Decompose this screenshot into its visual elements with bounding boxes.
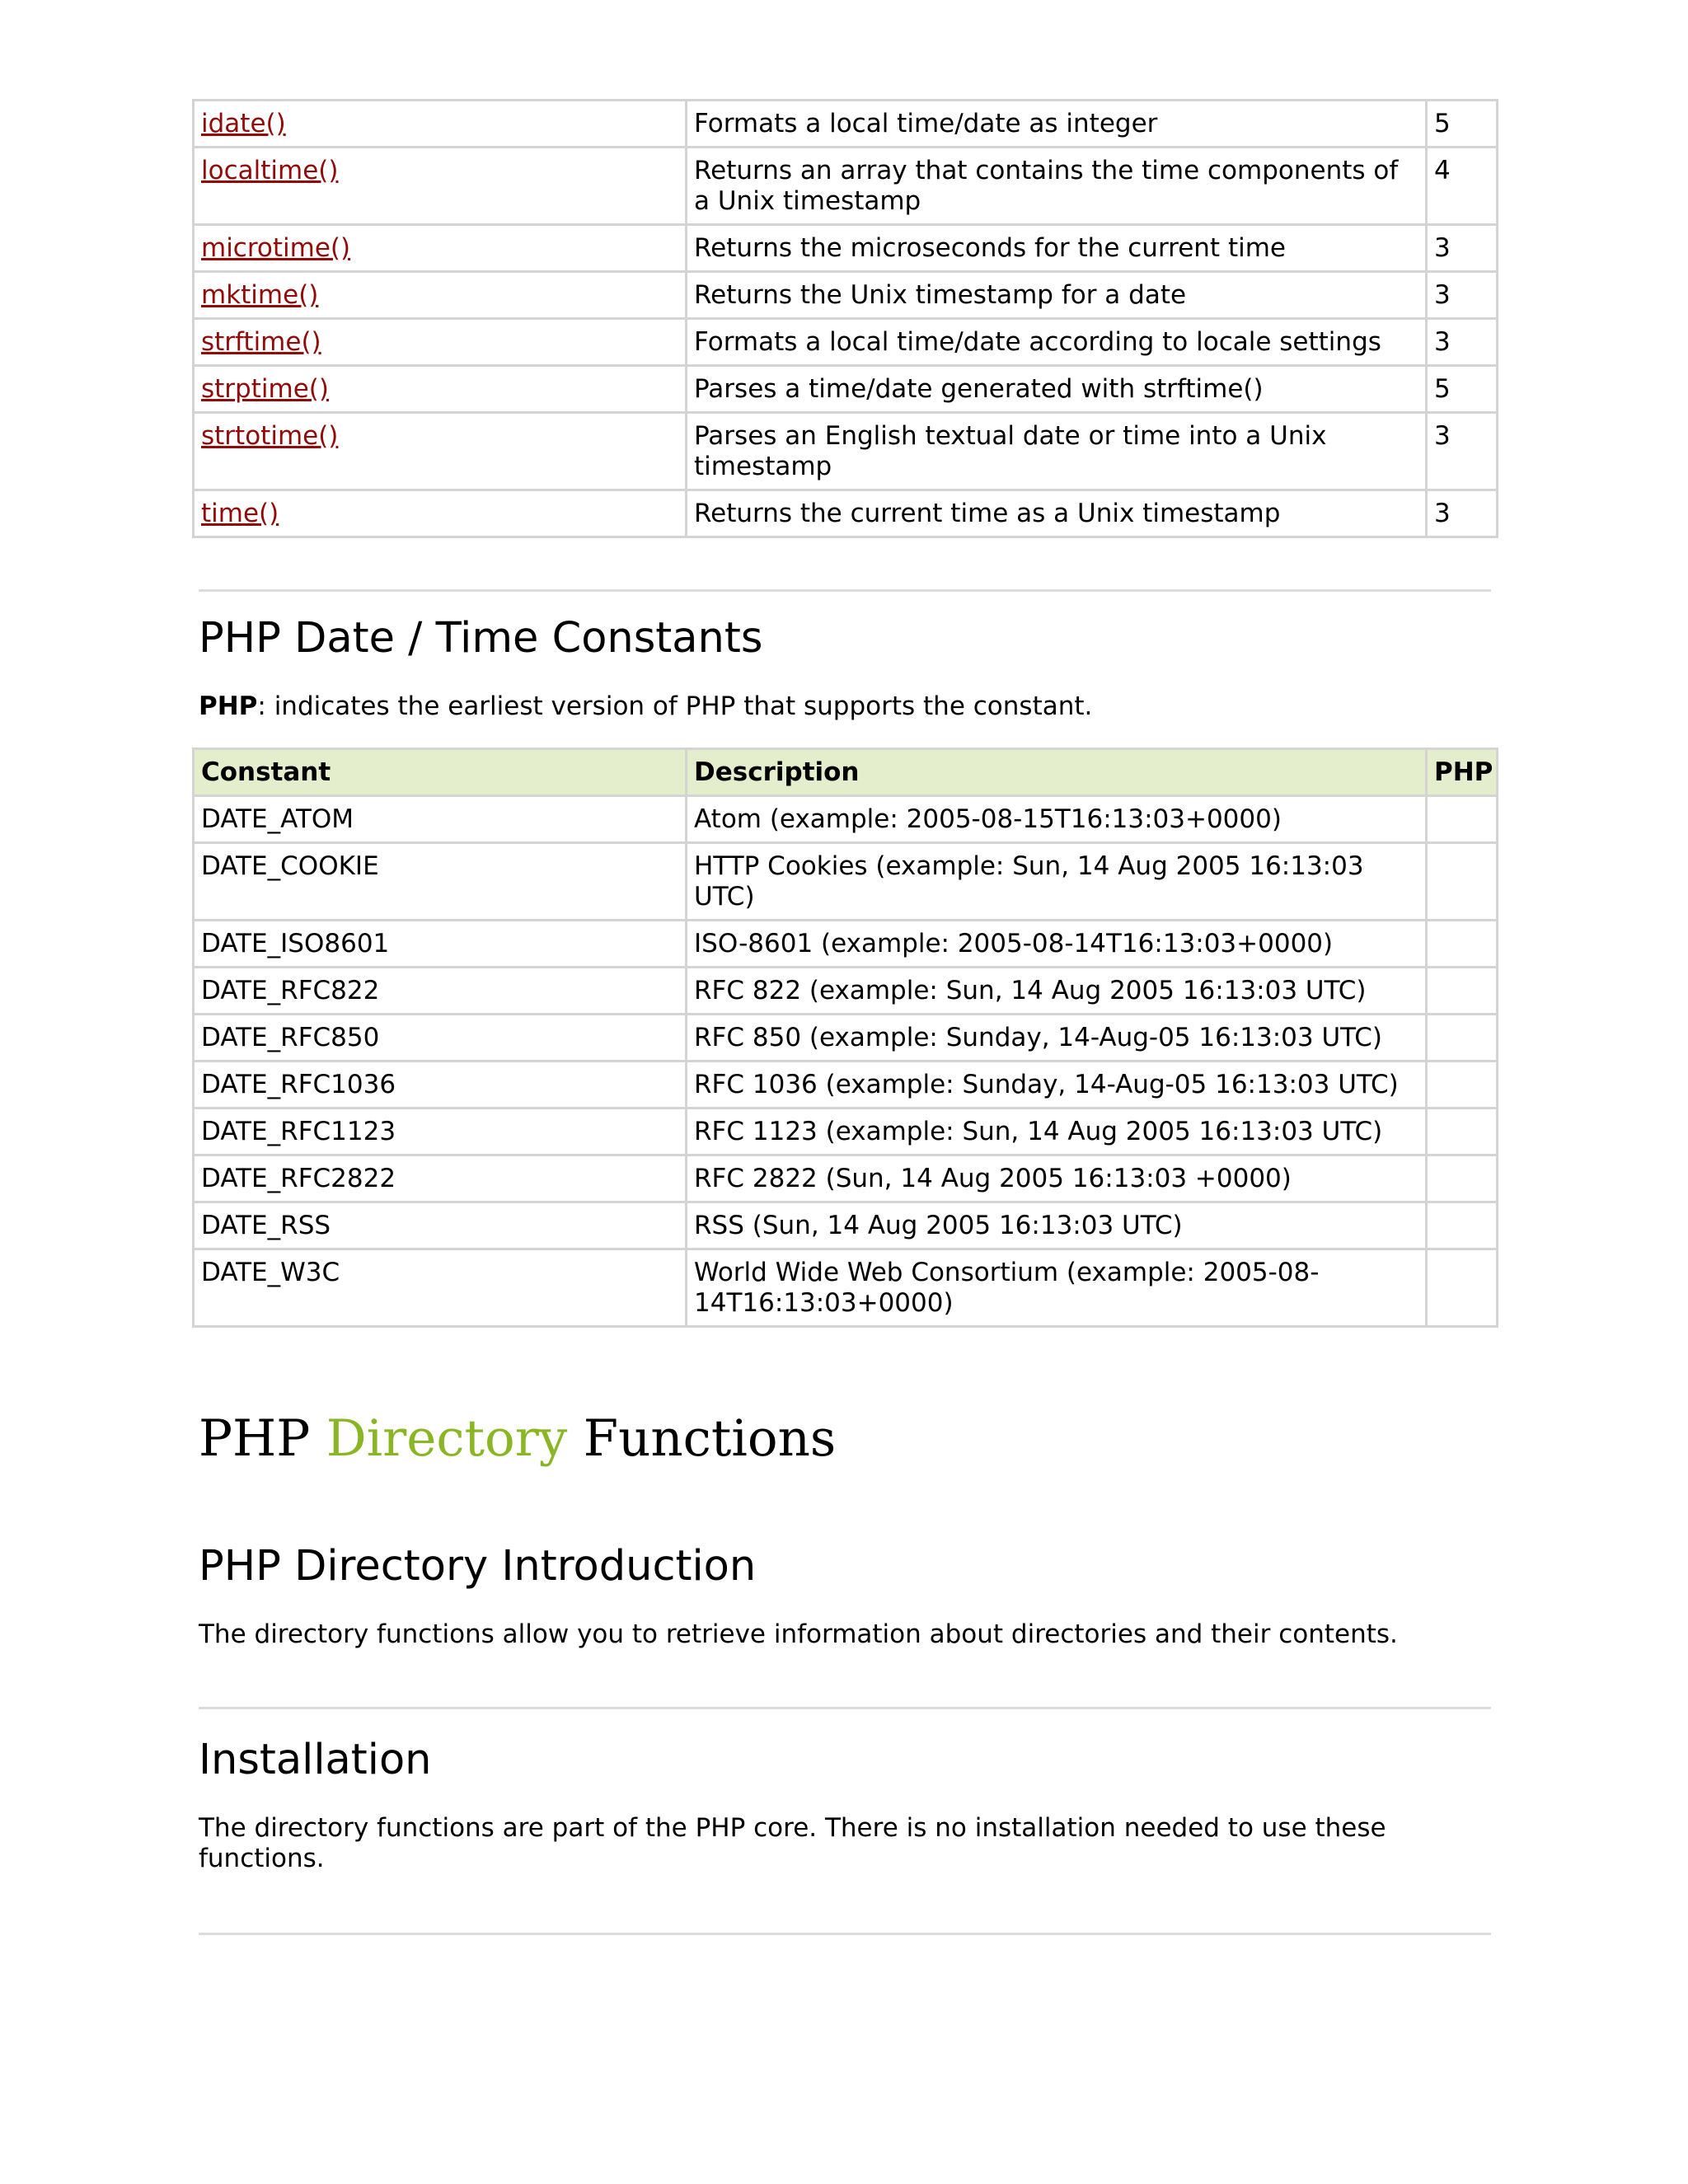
- function-cell: [194, 225, 687, 272]
- constant-cell: DATE_RFC1036: [194, 1062, 687, 1108]
- description-cell: Returns the microseconds for the current time: [687, 225, 1427, 272]
- php-version-cell: 5: [1427, 101, 1498, 148]
- function-cell: [194, 490, 687, 537]
- function-cell: [194, 272, 687, 319]
- php-version-cell: 3: [1427, 272, 1498, 319]
- php-version-cell: 3: [1427, 225, 1498, 272]
- function-link[interactable]: strtotime(): [201, 421, 339, 451]
- constants-section-title: PHP Date / Time Constants: [199, 614, 763, 663]
- description-cell: Formats a local time/date according to locale settings: [687, 319, 1427, 366]
- php-version-cell: [1427, 1202, 1498, 1249]
- php-version-cell: [1427, 1155, 1498, 1202]
- function-link[interactable]: idate(): [201, 109, 286, 138]
- table-row: [194, 225, 1498, 272]
- description-cell: World Wide Web Consortium (example: 2005-08-14T16:13:03+0000): [687, 1249, 1427, 1327]
- section-divider: [199, 1933, 1491, 1935]
- php-version-cell: [1427, 1062, 1498, 1108]
- table-row: [194, 1202, 1498, 1249]
- constant-cell: DATE_RFC850: [194, 1015, 687, 1062]
- table-row: [194, 1249, 1498, 1327]
- php-version-cell: [1427, 1015, 1498, 1062]
- php-version-cell: [1427, 1249, 1498, 1327]
- description-cell: RFC 1036 (example: Sunday, 14-Aug-05 16:13:03 UTC): [687, 1062, 1427, 1108]
- table-row: [194, 1062, 1498, 1108]
- description-cell: Returns the current time as a Unix timestamp: [687, 490, 1427, 537]
- table-row: [194, 1015, 1498, 1062]
- function-link[interactable]: strptime(): [201, 374, 329, 404]
- constants-note: [192, 691, 1496, 722]
- header-php: PHP: [1427, 749, 1498, 796]
- function-cell: [194, 366, 687, 413]
- php-version-cell: [1427, 843, 1498, 921]
- table-row: [194, 272, 1498, 319]
- description-cell: Returns the Unix timestamp for a date: [687, 272, 1427, 319]
- chapter-title: [192, 1410, 1496, 1468]
- header-description: Description: [687, 749, 1427, 796]
- function-link[interactable]: mktime(): [201, 280, 319, 310]
- php-version-cell: [1427, 796, 1498, 843]
- php-version-cell: [1427, 1108, 1498, 1155]
- table-row: [194, 490, 1498, 537]
- constant-cell: DATE_RFC2822: [194, 1155, 687, 1202]
- date-functions-table: [192, 99, 1498, 538]
- table-row: [194, 366, 1498, 413]
- intro-section-title: PHP Directory Introduction: [199, 1542, 757, 1591]
- function-link[interactable]: microtime(): [201, 233, 351, 263]
- header-constant: Constant: [194, 749, 687, 796]
- chapter-title-part2: Functions: [567, 1409, 837, 1468]
- description-cell: RFC 1123 (example: Sun, 14 Aug 2005 16:13:03 UTC): [687, 1108, 1427, 1155]
- chapter-title-part1: PHP: [199, 1409, 326, 1468]
- constant-cell: DATE_COOKIE: [194, 843, 687, 921]
- php-version-cell: 5: [1427, 366, 1498, 413]
- function-link[interactable]: time(): [201, 499, 279, 528]
- description-cell: RSS (Sun, 14 Aug 2005 16:13:03 UTC): [687, 1202, 1427, 1249]
- description-cell: RFC 2822 (Sun, 14 Aug 2005 16:13:03 +0000): [687, 1155, 1427, 1202]
- document-page: [192, 99, 1496, 1935]
- constants-note-text: : indicates the earliest version of PHP that supports the constant.: [257, 691, 1093, 721]
- constant-cell: DATE_RSS: [194, 1202, 687, 1249]
- date-constants-table: [192, 748, 1498, 1328]
- table-row: [194, 1155, 1498, 1202]
- description-cell: Parses a time/date generated with strftime(): [687, 366, 1427, 413]
- php-version-cell: 3: [1427, 413, 1498, 490]
- table-row: [194, 1108, 1498, 1155]
- description-cell: ISO-8601 (example: 2005-08-14T16:13:03+0000): [687, 921, 1427, 968]
- constant-cell: DATE_ATOM: [194, 796, 687, 843]
- constant-cell: DATE_ISO8601: [194, 921, 687, 968]
- function-link[interactable]: strftime(): [201, 327, 321, 357]
- table-row: [194, 843, 1498, 921]
- php-version-cell: [1427, 968, 1498, 1015]
- table-header-row: [194, 749, 1498, 796]
- constant-cell: DATE_W3C: [194, 1249, 687, 1327]
- php-version-cell: 3: [1427, 490, 1498, 537]
- php-version-cell: 3: [1427, 319, 1498, 366]
- constants-note-bold: PHP: [199, 691, 258, 721]
- description-cell: Formats a local time/date as integer: [687, 101, 1427, 148]
- php-version-cell: [1427, 921, 1498, 968]
- table-row: [194, 796, 1498, 843]
- function-cell: [194, 413, 687, 490]
- function-link[interactable]: localtime(): [201, 156, 339, 185]
- function-cell: [194, 319, 687, 366]
- table-row: [194, 101, 1498, 148]
- function-cell: [194, 101, 687, 148]
- table-row: [194, 921, 1498, 968]
- chapter-title-accent: Directory: [326, 1409, 568, 1468]
- table-row: [194, 413, 1498, 490]
- php-version-cell: 4: [1427, 148, 1498, 225]
- description-cell: RFC 822 (example: Sun, 14 Aug 2005 16:13:03 UTC): [687, 968, 1427, 1015]
- intro-text: The directory functions allow you to retrieve information about directories and their contents.: [199, 1619, 1398, 1649]
- constant-cell: DATE_RFC1123: [194, 1108, 687, 1155]
- table-row: [194, 319, 1498, 366]
- table-row: [194, 148, 1498, 225]
- table-row: [194, 968, 1498, 1015]
- installation-text: The directory functions are part of the PHP core. There is no installation needed to use these functions.: [199, 1813, 1386, 1873]
- constant-cell: DATE_RFC822: [194, 968, 687, 1015]
- installation-section-title: Installation: [199, 1736, 432, 1784]
- description-cell: HTTP Cookies (example: Sun, 14 Aug 2005 16:13:03 UTC): [687, 843, 1427, 921]
- description-cell: Returns an array that contains the time components of a Unix timestamp: [687, 148, 1427, 225]
- description-cell: Atom (example: 2005-08-15T16:13:03+0000): [687, 796, 1427, 843]
- function-cell: [194, 148, 687, 225]
- description-cell: RFC 850 (example: Sunday, 14-Aug-05 16:13:03 UTC): [687, 1015, 1427, 1062]
- description-cell: Parses an English textual date or time into a Unix timestamp: [687, 413, 1427, 490]
